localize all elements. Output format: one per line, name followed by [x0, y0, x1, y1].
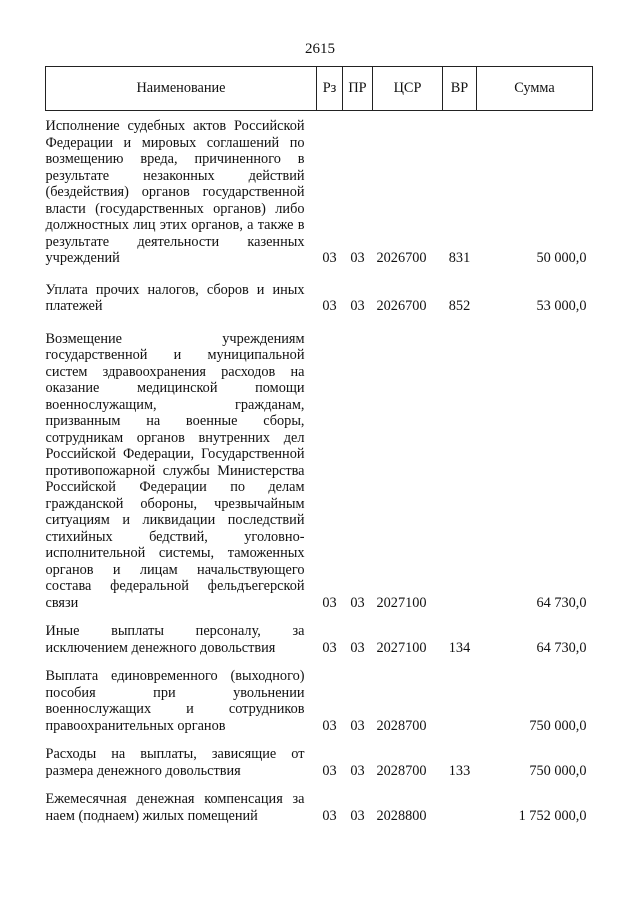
- row-sum: 64 730,0: [536, 639, 587, 656]
- row-pr: 03: [350, 717, 365, 734]
- table-row: [46, 111, 593, 267]
- row-name: Исполнение судебных актов Российской Федерации и мировых соглашений по возмещению вреда, причиненного в результате незаконных действий (бездействия) органов государственной власти (государственных органов) либо должностных лиц этих органов, а также в результате деятельности казенных учреждений: [45, 118, 305, 266]
- row-vr: [443, 779, 477, 824]
- row-name: Возмещение учреждениям государственной и муниципальной систем здравоохранения расходов на оказание медицинской помощи военнослужащим, гражданам, призванным на военные сборы, сотрудникам органов внутренних дел Российской Федерации, Государственной противопожарной службы Министерства Российской Федерации по делам гражданской обороны, чрезвычайным ситуациям и ликвидации последствий стихийных бедствий, уголовно-исполнительной системы, таможенных органов и лицам начальствующего состава федеральной фельдъегерской связи: [45, 330, 305, 611]
- row-rz: 03: [322, 639, 337, 656]
- row-csr: 2027100: [376, 639, 427, 656]
- row-csr: 2028700: [376, 717, 427, 734]
- row-sum: 750 000,0: [529, 762, 587, 779]
- row-pr: 03: [350, 807, 365, 824]
- page-number: 2615: [305, 41, 335, 57]
- row-name: Расходы на выплаты, зависящие от размера денежного довольствия: [45, 746, 305, 779]
- row-rz: 03: [322, 762, 337, 779]
- row-sum: 1 752 000,0: [518, 807, 587, 824]
- table-row: [46, 315, 593, 612]
- row-sum: 50 000,0: [536, 250, 587, 266]
- row-pr: 03: [350, 639, 365, 656]
- row-sum: 750 000,0: [529, 717, 587, 734]
- row-name: Уплата прочих налогов, сборов и иных платежей: [45, 281, 305, 314]
- row-csr: 2028800: [376, 807, 427, 824]
- row-rz: 03: [322, 807, 337, 824]
- header-vr: ВР: [443, 67, 477, 111]
- budget-table: [45, 66, 593, 824]
- row-csr: 2027100: [376, 594, 427, 611]
- table-header: [46, 67, 593, 111]
- row-pr: 03: [350, 250, 365, 266]
- header-rz: Рз: [317, 67, 343, 111]
- header-pr: ПР: [343, 67, 373, 111]
- table-row: [46, 779, 593, 824]
- row-csr: 2026700: [376, 250, 427, 266]
- row-pr: 03: [350, 594, 365, 611]
- row-name: Ежемесячная денежная компенсация за наем (поднаем) жилых помещений: [45, 791, 305, 824]
- header-name: Наименование: [46, 67, 317, 111]
- row-vr: 852: [448, 298, 471, 314]
- row-csr: 2026700: [376, 298, 427, 314]
- header-sum: Сумма: [477, 67, 593, 111]
- table-row: [46, 611, 593, 656]
- row-pr: 03: [350, 762, 365, 779]
- header-csr: ЦСР: [373, 67, 443, 111]
- row-rz: 03: [322, 594, 337, 611]
- row-sum: 64 730,0: [536, 594, 587, 611]
- row-name: Выплата единовременного (выходного) пособия при увольнении военнослужащих и сотрудников правоохранительных органов: [45, 668, 305, 734]
- row-name: Иные выплаты персоналу, за исключением денежного довольствия: [45, 623, 305, 656]
- row-vr: 831: [448, 250, 471, 266]
- row-rz: 03: [322, 717, 337, 734]
- row-vr: [443, 315, 477, 612]
- row-vr: 133: [448, 762, 471, 779]
- row-sum: 53 000,0: [536, 298, 587, 314]
- row-vr: 134: [448, 639, 471, 656]
- table-row: [46, 734, 593, 779]
- table-row: [46, 267, 593, 315]
- table-body: [46, 111, 593, 825]
- row-pr: 03: [350, 298, 365, 314]
- row-vr: [443, 656, 477, 734]
- row-rz: 03: [322, 250, 337, 266]
- row-csr: 2028700: [376, 762, 427, 779]
- table-row: [46, 656, 593, 734]
- row-rz: 03: [322, 298, 337, 314]
